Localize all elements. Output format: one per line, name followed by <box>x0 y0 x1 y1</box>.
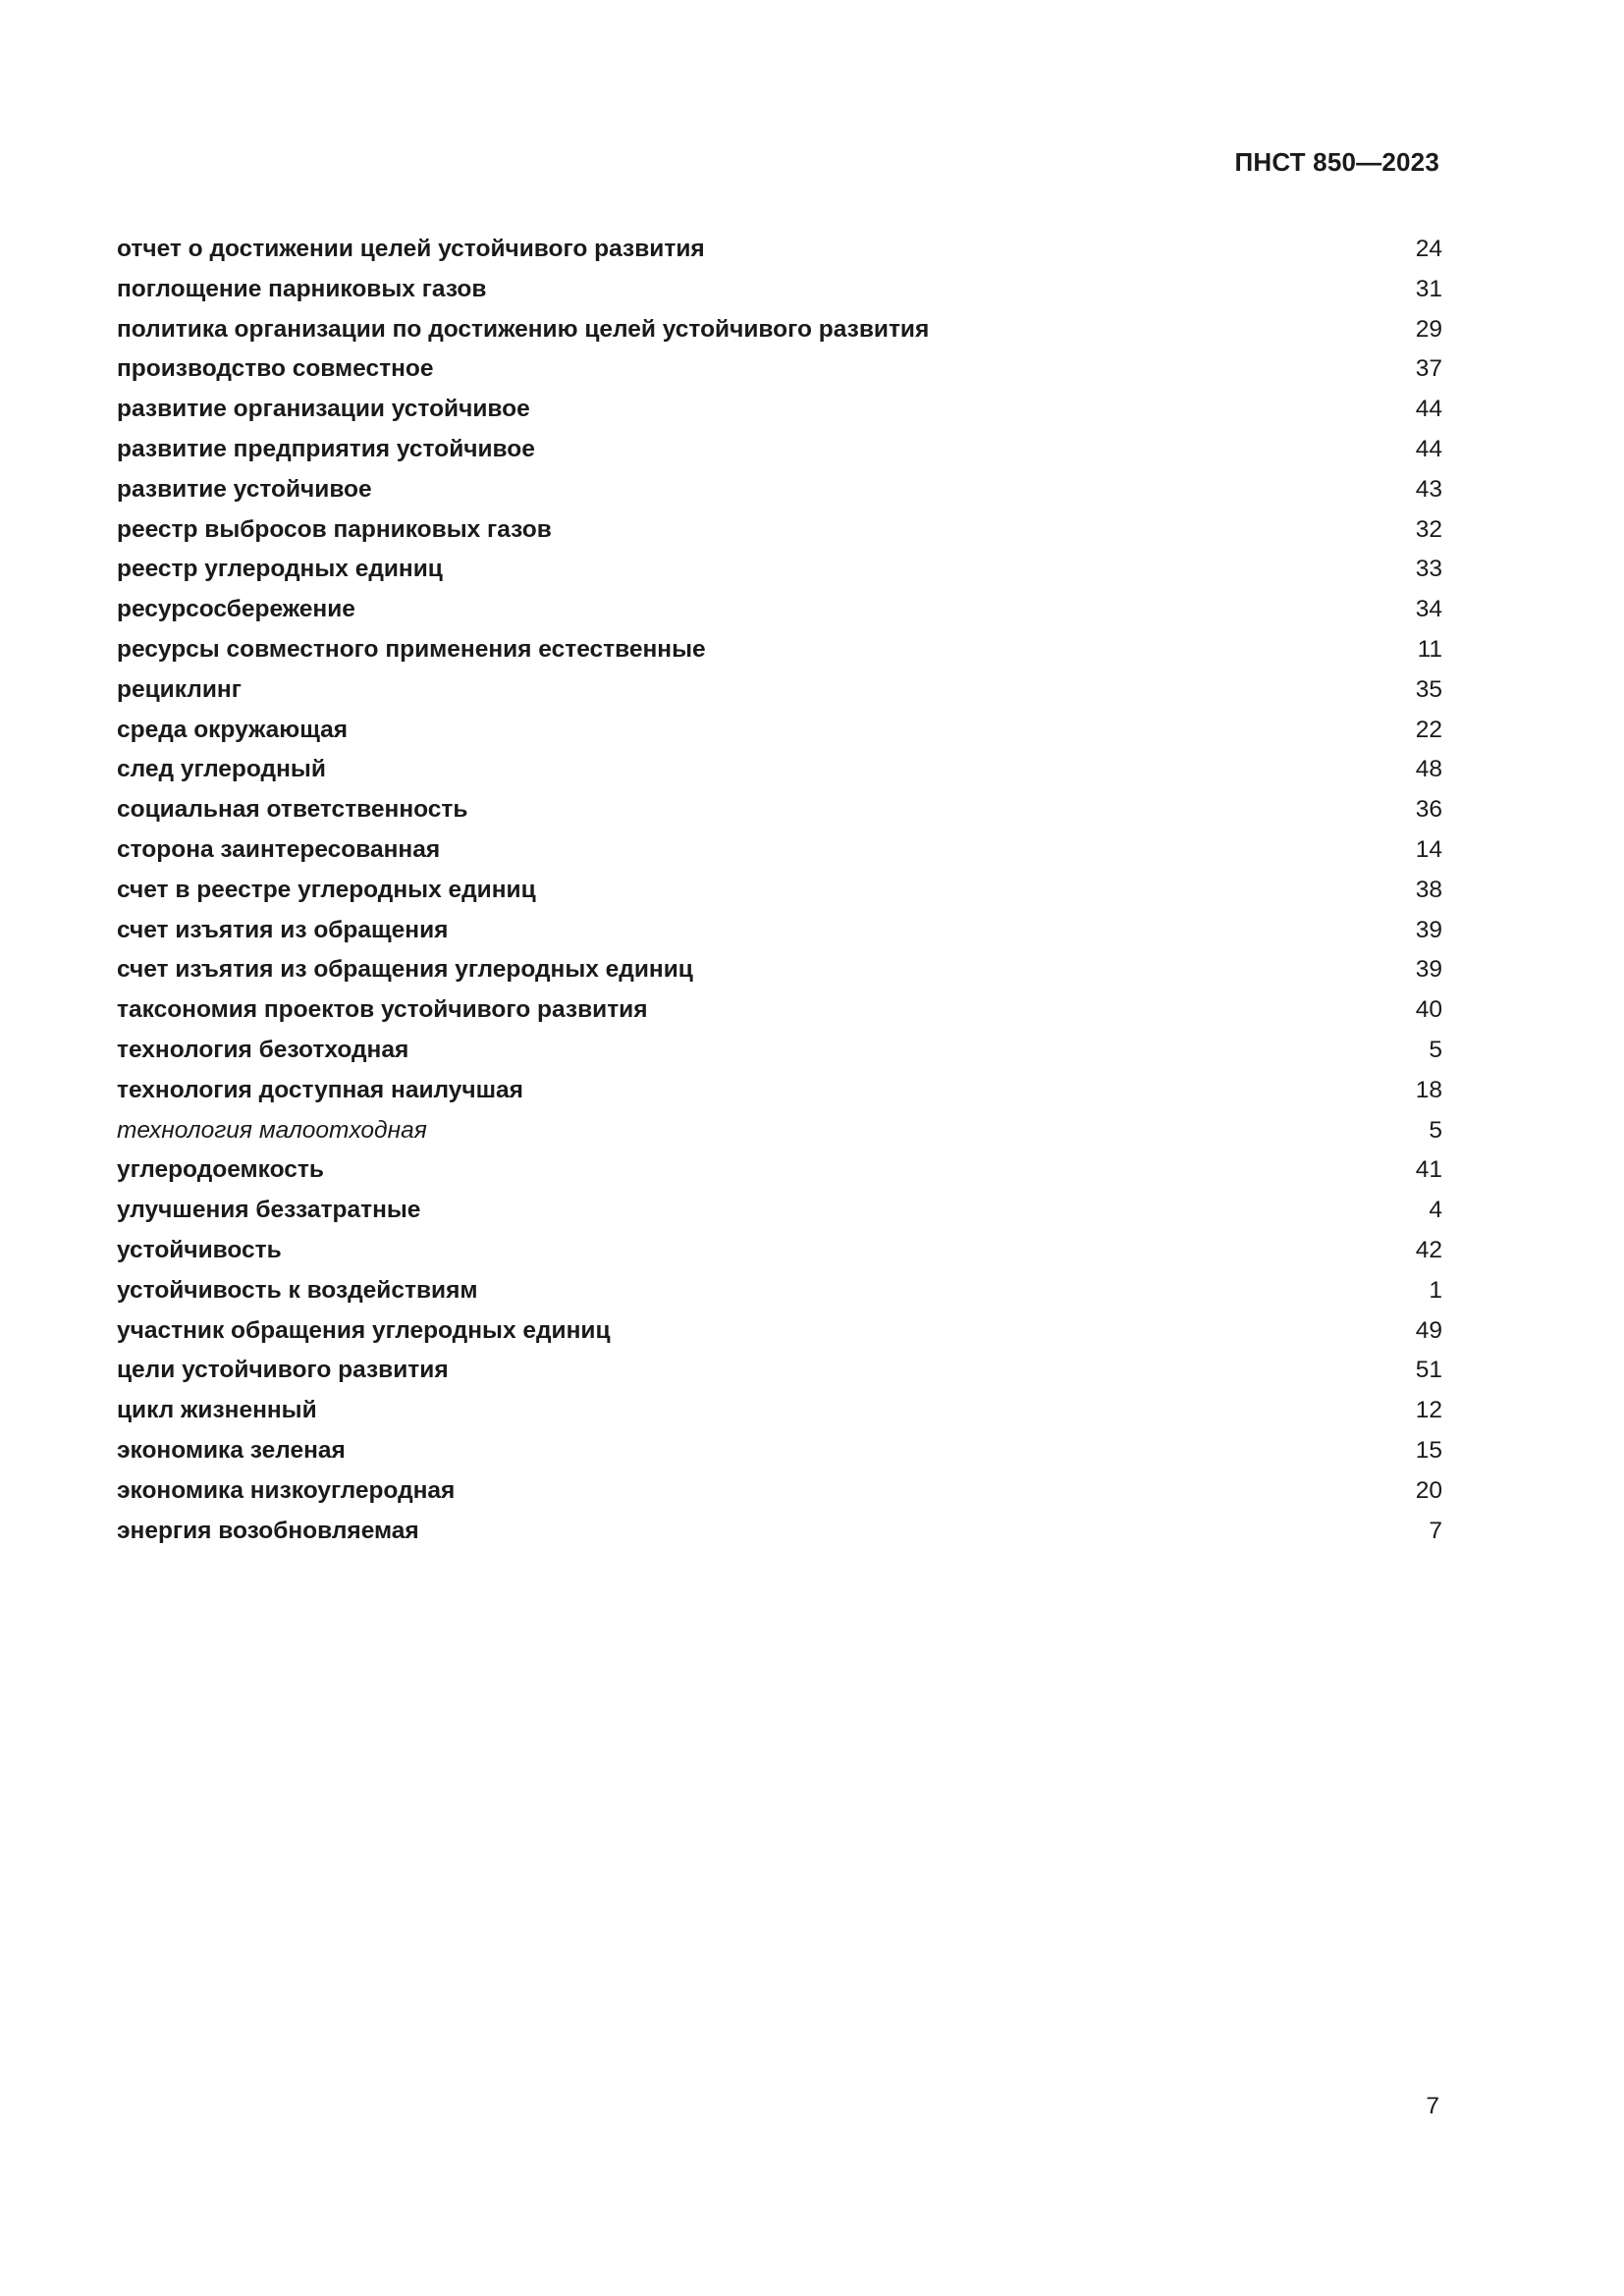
index-entry <box>117 1117 1442 1157</box>
index-entry <box>117 917 1442 957</box>
index-term-number: 15 <box>1415 1436 1442 1464</box>
index-entry <box>117 1317 1442 1358</box>
index-entry <box>117 1518 1442 1558</box>
index-term-number: 39 <box>1415 956 1442 984</box>
index-term: устойчивость <box>117 1236 282 1263</box>
index-term-number: 43 <box>1415 475 1442 503</box>
index-entry <box>117 355 1442 396</box>
index-term-number: 33 <box>1415 556 1442 583</box>
index-term: реестр углеродных единиц <box>117 556 443 583</box>
index-term-number: 29 <box>1415 315 1442 343</box>
index-term: технология доступная наилучшая <box>117 1076 523 1103</box>
index-entry <box>117 1037 1442 1077</box>
index-entry <box>117 756 1442 796</box>
index-entry <box>117 877 1442 917</box>
index-term: углеродоемкость <box>117 1156 324 1184</box>
index-term-number: 51 <box>1415 1357 1442 1384</box>
index-entry <box>117 717 1442 757</box>
index-term: экономика зеленая <box>117 1436 346 1464</box>
index-entry <box>117 796 1442 836</box>
index-term: устойчивость к воздействиям <box>117 1276 478 1304</box>
index-term: экономика низкоуглеродная <box>117 1476 456 1504</box>
index-term-number: 18 <box>1415 1076 1442 1103</box>
index-term-number: 41 <box>1415 1156 1442 1184</box>
index-term: технология безотходная <box>117 1036 409 1063</box>
index-term: участник обращения углеродных единиц <box>117 1316 611 1344</box>
index-term-number: 44 <box>1415 435 1442 462</box>
index-entry <box>117 1197 1442 1237</box>
document-code: ПНСТ 850—2023 <box>1234 147 1439 177</box>
alphabetical-term-index <box>117 236 1442 1557</box>
index-entry <box>117 836 1442 877</box>
index-term-number: 37 <box>1415 355 1442 383</box>
index-term: технология малоотходная <box>117 1116 427 1144</box>
index-term: ресурсы совместного применения естественные <box>117 635 706 663</box>
index-entry <box>117 396 1442 436</box>
index-term-number: 12 <box>1415 1397 1442 1424</box>
index-term: реестр выбросов парниковых газов <box>117 515 552 543</box>
index-entry <box>117 676 1442 717</box>
index-term-number: 44 <box>1415 396 1442 423</box>
index-term: поглощение парниковых газов <box>117 275 487 302</box>
index-term-number: 5 <box>1429 1036 1442 1063</box>
index-term-number: 20 <box>1415 1476 1442 1504</box>
index-term: производство совместное <box>117 355 434 383</box>
index-entry <box>117 276 1442 316</box>
index-term-number: 38 <box>1415 876 1442 903</box>
index-term-number: 49 <box>1415 1316 1442 1344</box>
index-entry <box>117 636 1442 676</box>
index-term: отчет о достижении целей устойчивого развития <box>117 236 705 262</box>
index-term: развитие организации устойчивое <box>117 396 530 423</box>
index-entry <box>117 996 1442 1037</box>
index-term-number: 31 <box>1415 275 1442 302</box>
index-entry <box>117 1357 1442 1397</box>
index-entry <box>117 1156 1442 1197</box>
index-term: счет изъятия из обращения <box>117 916 449 943</box>
index-entry <box>117 236 1442 276</box>
index-entry <box>117 956 1442 996</box>
index-term: счет изъятия из обращения углеродных единиц <box>117 956 693 984</box>
index-term-number: 39 <box>1415 916 1442 943</box>
index-term: сторона заинтересованная <box>117 835 441 863</box>
index-term-number: 35 <box>1415 675 1442 703</box>
index-entry <box>117 316 1442 356</box>
index-term-number: 40 <box>1415 996 1442 1024</box>
index-entry <box>117 556 1442 596</box>
index-term-number: 36 <box>1415 796 1442 824</box>
index-term: энергия возобновляемая <box>117 1517 419 1544</box>
index-term-number: 1 <box>1429 1276 1442 1304</box>
index-term-number: 34 <box>1415 596 1442 623</box>
index-term-number: 22 <box>1415 716 1442 743</box>
index-term: развитие устойчивое <box>117 475 372 503</box>
index-term: счет в реестре углеродных единиц <box>117 876 536 903</box>
index-term-number: 14 <box>1415 835 1442 863</box>
index-entry <box>117 1477 1442 1518</box>
index-entry <box>117 1437 1442 1477</box>
index-term-number: 11 <box>1417 635 1442 663</box>
index-term: рециклинг <box>117 675 242 703</box>
index-entry <box>117 1077 1442 1117</box>
index-term: ресурсосбережение <box>117 596 355 623</box>
page-number: 7 <box>1426 2093 1439 2119</box>
index-term: улучшения беззатратные <box>117 1197 421 1224</box>
index-entry <box>117 1277 1442 1317</box>
index-entry <box>117 516 1442 557</box>
index-term-number: 32 <box>1415 515 1442 543</box>
index-entry <box>117 596 1442 636</box>
index-term: таксономия проектов устойчивого развития <box>117 996 648 1024</box>
index-entry <box>117 1397 1442 1437</box>
index-term-number: 24 <box>1415 236 1442 262</box>
index-term-number: 42 <box>1415 1236 1442 1263</box>
index-term: социальная ответственность <box>117 796 468 824</box>
index-term-number: 48 <box>1415 756 1442 783</box>
index-term: среда окружающая <box>117 716 349 743</box>
index-entry <box>117 1237 1442 1277</box>
index-term-number: 4 <box>1429 1197 1442 1224</box>
index-term: политика организации по достижению целей устойчивого развития <box>117 315 930 343</box>
index-term: цикл жизненный <box>117 1397 317 1424</box>
index-term: след углеродный <box>117 756 326 783</box>
index-term: развитие предприятия устойчивое <box>117 435 535 462</box>
index-term-number: 5 <box>1429 1116 1442 1144</box>
index-term: цели устойчивого развития <box>117 1357 449 1384</box>
index-term-number: 7 <box>1429 1517 1442 1544</box>
index-entry <box>117 436 1442 476</box>
index-entry <box>117 476 1442 516</box>
